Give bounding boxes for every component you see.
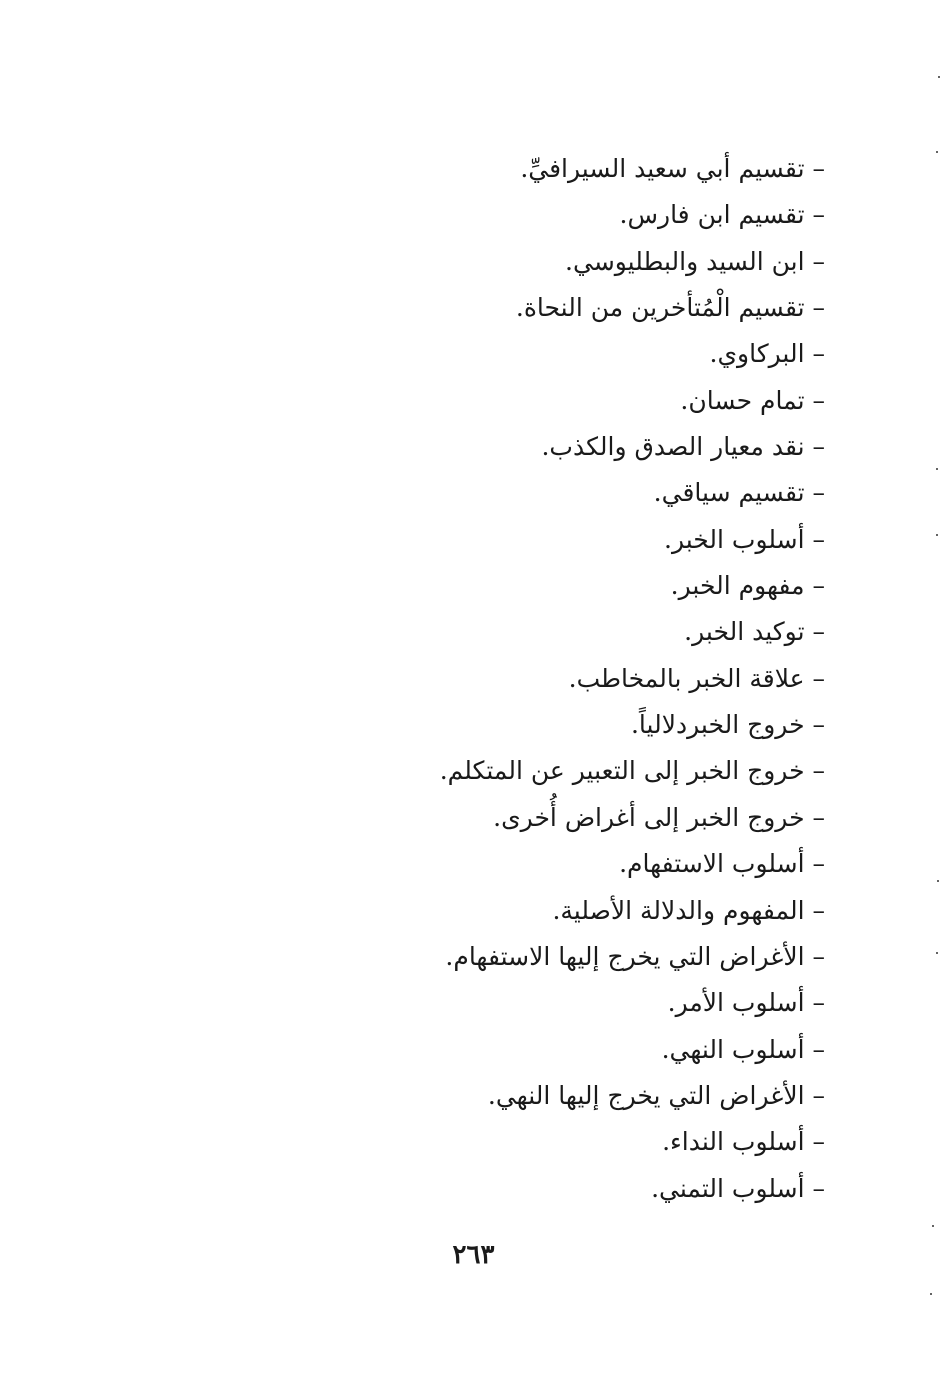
scan-speck (938, 76, 940, 78)
list-item: – علاقة الخبر بالمخاطب. (568, 663, 825, 693)
list-item: – خروج الخبر إلى التعبير عن المتكلم. (439, 756, 825, 786)
list-item: – تمام حسان. (680, 385, 825, 415)
page-number: ٢٦٣ (452, 1240, 495, 1270)
list-item: – أسلوب الاستفهام. (619, 849, 825, 879)
list-item: – أسلوب الأمر. (667, 988, 825, 1018)
scan-speck (936, 952, 938, 954)
list-item: – البركاوي. (709, 339, 825, 369)
scan-speck (932, 1225, 934, 1227)
list-item: – الأغراض التي يخرج إليها الاستفهام. (445, 941, 825, 971)
list-item: – تقسيم أبي سعيد السيرافيِّ. (520, 154, 825, 183)
list-item: – تقسيم ابن فارس. (619, 200, 825, 230)
scan-speck (930, 1293, 932, 1295)
scan-speck (936, 468, 938, 470)
list-item: – نقد معيار الصدق والكذب. (541, 432, 825, 462)
list-item: – المفهوم والدلالة الأصلية. (552, 895, 825, 925)
scan-speck (937, 880, 939, 882)
list-item: – ابن السيد والبطليوسي. (565, 246, 825, 276)
list-item: – تقسيم سياقي. (653, 478, 825, 508)
list-item: – أسلوب النداء. (662, 1127, 825, 1157)
list-item: – خروج الخبر إلى أغراض أُخرى. (493, 802, 825, 832)
list-item: – خروج الخبردلالياً. (630, 710, 825, 740)
list-item: – أسلوب الخبر. (664, 524, 825, 554)
list-item: – توكيد الخبر. (684, 617, 825, 647)
list-item: – مفهوم الخبر. (670, 571, 825, 601)
scan-speck (936, 534, 938, 536)
scan-speck (936, 151, 938, 153)
contents-list (265, 146, 825, 1212)
list-item: – الأغراض التي يخرج إليها النهي. (487, 1080, 825, 1110)
list-item: – أسلوب النهي. (661, 1034, 825, 1064)
list-item: – أسلوب التمني. (651, 1173, 825, 1203)
list-item: – تقسيم الْمُتأخرين من النحاة. (515, 293, 825, 323)
